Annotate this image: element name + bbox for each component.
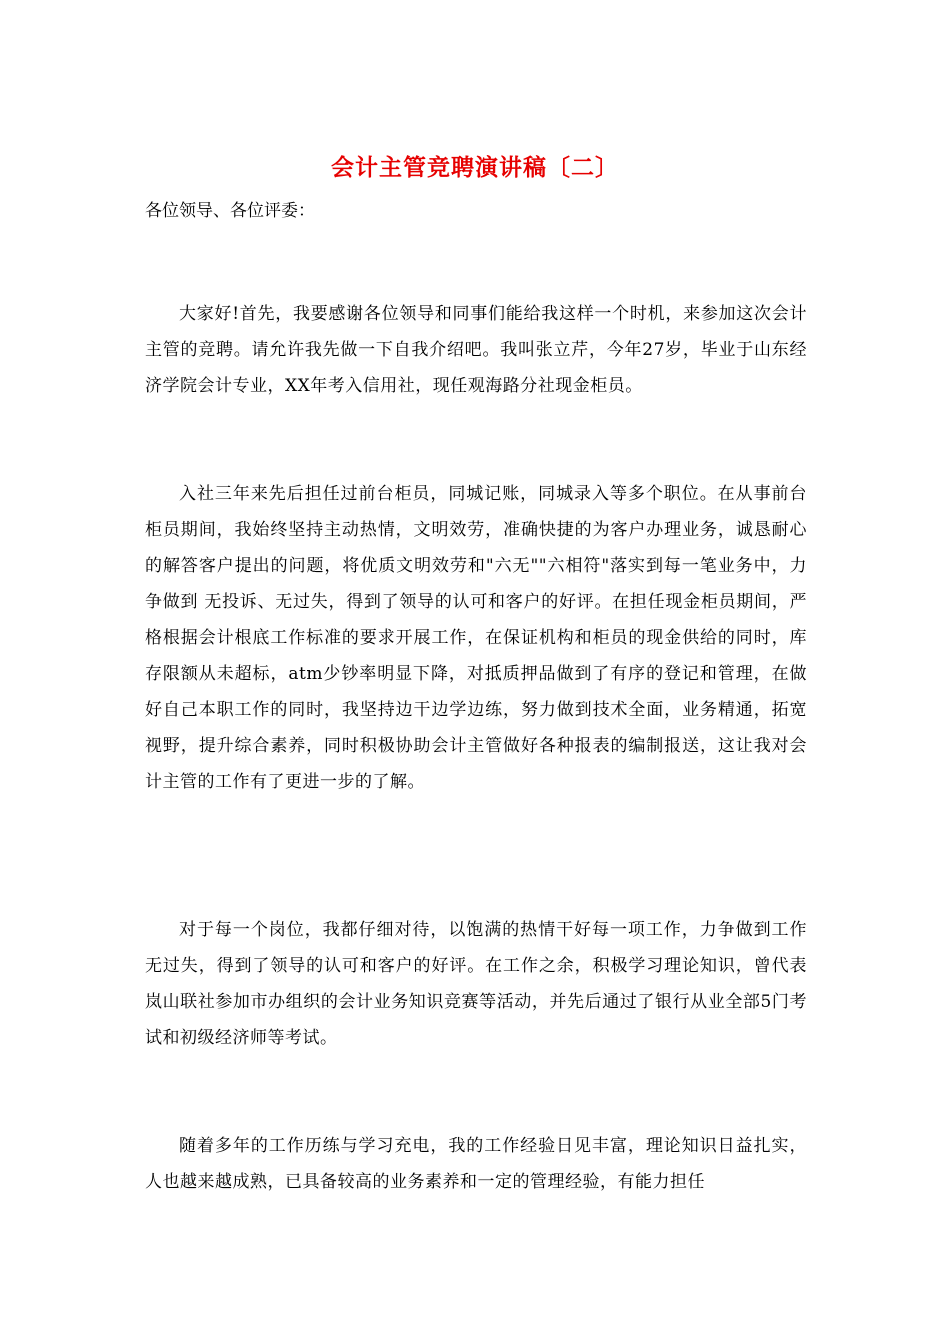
salutation: 各位领导、各位评委： <box>145 201 315 221</box>
paragraph-experience: 入社三年来先后担任过前台柜员，同城记账，同城录入等多个职位。在从事前台柜员期间，我始终坚持主动热情，文明效劳，准确快捷的为客户办理业务，诚恳耐心的解答客户提出的问题，将优质文明效劳和"六无""六相符"落实到每一笔业务中，力争做到 无投诉、无过失，得到了领导的认可和客户的好评。在担任现金柜员期间，严格根据会计根底工作标准的要求开展工作，在保证机构和柜员的现金供给的同时，库存限额从未超标，atm少钞率明显下降，对抵质押品做到了有序的登记和管理，在做好自己本职工作的同时，我坚持边干边学边练，努力做到技术全面，业务精通，拓宽视野，提升综合素养，同时积极协助会计主管做好各种报表的编制报送，这让我对会计主管的工作有了更进一步的了解。 <box>145 484 807 792</box>
paragraph-attitude: 对于每一个岗位，我都仔细对待，以饱满的热情干好每一项工作，力争做到工作无过失，得到了领导的认可和客户的好评。在工作之余，积极学习理论知识，曾代表岚山联社参加市办组织的会计业务知识竞赛等活动，并先后通过了银行从业全部5门考试和初级经济师等考试。 <box>145 920 807 1048</box>
document-title: 会计主管竞聘演讲稿〔二〕 <box>331 154 619 181</box>
paragraph-growth: 随着多年的工作历练与学习充电，我的工作经验日见丰富，理论知识日益扎实，人也越来越成熟，已具备较高的业务素养和一定的管理经验，有能力担任 <box>145 1136 807 1192</box>
paragraph-intro: 大家好!首先，我要感谢各位领导和同事们能给我这样一个时机，来参加这次会计主管的竞聘。请允许我先做一下自我介绍吧。我叫张立芹，今年27岁，毕业于山东经济学院会计专业，XX年考入信用社，现任观海路分社现金柜员。 <box>145 304 807 396</box>
